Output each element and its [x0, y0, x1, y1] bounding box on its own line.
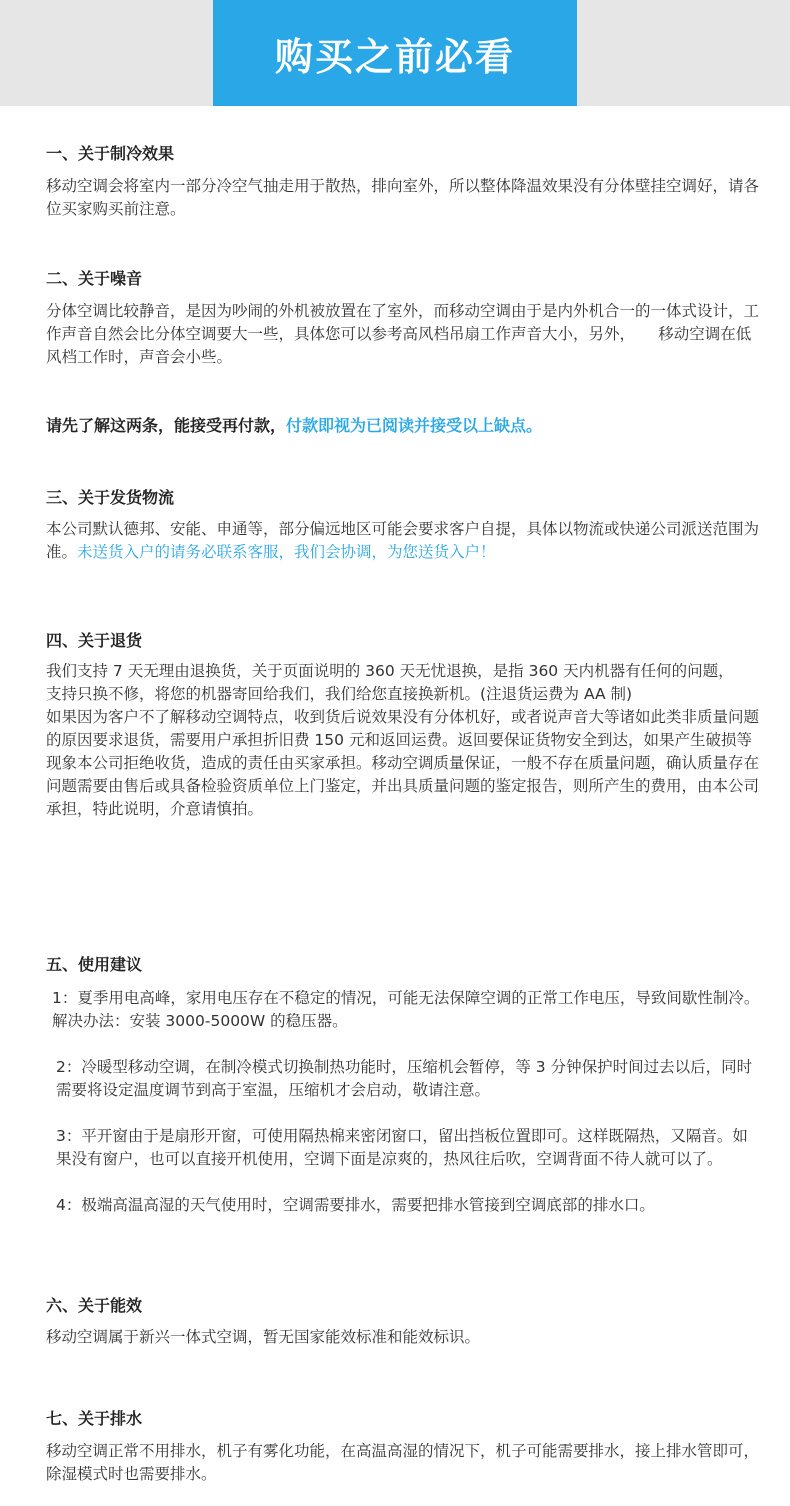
section-body-noise [46, 300, 760, 369]
tip-item: 4：极端高温高湿的天气使用时，空调需要排水，需要把排水管接到空调底部的排水口。 [56, 1196, 655, 1214]
section-heading-shipping: 三、关于发货物流 [46, 488, 175, 507]
banner [213, 0, 577, 106]
paragraph: 如果因为客户不了解移动空调特点，收到货后说效果没有分体机好，或者说声音大等诸如此类非质量问题的原因要求退货，需要用户承担折旧费 150 元和返回运费。返回要保证货物安全到达，如果产生破损等现象本公司拒绝收货，造成的责任由买家承担。移动空调质量保证，一般不存在质量问题，确认质量存在问题需要由售后或具备检验资质单位上门鉴定，并出具质量问题的鉴定报告，则所产生的费用，由本公司承担，特此说明，介意请慎拍。 [46, 708, 760, 818]
section-body-shipping [46, 518, 760, 564]
paragraph: 我们支持 7 天无理由退换货，关于页面说明的 360 天无忧退换，是指 360 天内机器有任何的问题， 支持只换不修，将您的机器寄回给我们，我们给您直接换新机。(注退货运费为 AA 制) [46, 662, 757, 703]
tip-item: 2：冷暖型移动空调，在制冷模式切换制热功能时，压缩机会暂停，等 3 分钟保护时间过去以后，同时需要将设定温度调节到高于室温，压缩机才会启动，敬请注意。 [56, 1058, 753, 1099]
section-heading-noise: 二、关于噪音 [46, 269, 143, 288]
section-heading-usage-tips: 五、使用建议 [46, 955, 143, 974]
section-body-returns [46, 660, 760, 821]
paragraph: 移动空调正常不用排水，机子有雾化功能，在高温高湿的情况下，机子可能需要排水，接上排水管即可，除湿模式时也需要排水。 [46, 1442, 760, 1483]
notice-text: 请先了解这两条，能接受再付款， [46, 416, 287, 435]
section-heading-efficiency: 六、关于能效 [46, 1296, 143, 1315]
paragraph: 移动空调属于新兴一体式空调，暂无国家能效标准和能效标识。 [46, 1328, 481, 1346]
page-title: 购买之前必看 [274, 34, 515, 79]
section-heading-cooling: 一、关于制冷效果 [46, 144, 175, 163]
paragraph: 分体空调比较静音，是因为吵闹的外机被放置在了室外，而移动空调由于是内外机合一的一体式设计，工作声音自然会比分体空调要大一些，具体您可以参考高风档吊扇工作声音大小，另外， 移动空调在低风档工作时，声音会小些。 [46, 302, 760, 366]
section-body-efficiency [46, 1326, 760, 1349]
tip-item: 1：夏季用电高峰，家用电压存在不稳定的情况，可能无法保障空调的正常工作电压，导致间歇性制冷。解决办法：安装 3000-5000W 的稳压器。 [52, 989, 760, 1030]
section-heading-returns: 四、关于退货 [46, 631, 143, 650]
payment-notice [46, 413, 542, 436]
tip-item: 3：平开窗由于是扇形开窗，可使用隔热棉来密闭窗口，留出挡板位置即可。这样既隔热，又隔音。如果没有窗户，也可以直接开机使用，空调下面是凉爽的，热风往后吹，空调背面不待人就可以了。 [56, 1127, 748, 1168]
notice-highlight: 付款即视为已阅读并接受以上缺点。 [286, 416, 543, 435]
shipping-highlight: 未送货入户的请务必联系客服，我们会协调，为您送货入户！ [77, 543, 496, 561]
paragraph [46, 518, 760, 564]
paragraph: 移动空调会将室内一部分冷空气抽走用于散热，排向室外，所以整体降温效果没有分体壁挂空调好，请各位买家购买前注意。 [46, 177, 760, 218]
section-body-drainage [46, 1440, 760, 1486]
section-body-usage-tips [46, 987, 760, 1217]
section-heading-drainage: 七、关于排水 [46, 1409, 143, 1428]
section-body-cooling [46, 175, 760, 221]
shipping-text: 本公司默认德邦、安能、申通等，部分偏远地区可能会要求客户自提，具体以物流或快递公司派送范围为准。 [46, 520, 760, 561]
